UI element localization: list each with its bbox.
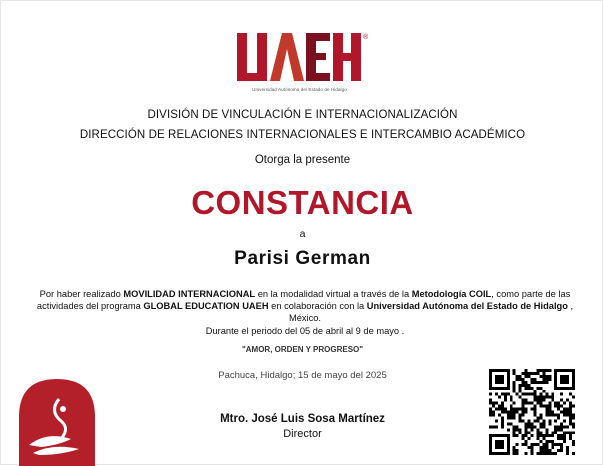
motto: "AMOR, ORDEN Y PROGRESO" — [241, 345, 364, 354]
signer-role: Director — [283, 428, 322, 440]
program-label: GLOBAL EDUCATION UAEH — [143, 301, 269, 312]
period-text: Durante el periodo del 05 de abril al 9 de mayo . — [205, 325, 405, 336]
direction-heading: DIRECCIÓN DE RELACIONES INTERNACIONALES E INTERCAMBIO ACADÉMICO — [79, 129, 526, 141]
mobility-label: MOVILIDAD INTERNACIONAL — [123, 289, 256, 299]
recipient-name: Parisi German — [234, 248, 371, 269]
qr-code-icon — [489, 369, 575, 455]
logo-caption: Universidad Autónoma del Estado de Hidalgo — [252, 87, 347, 92]
grants-text: Otorga la presente — [254, 154, 351, 166]
place-date: Pachuca, Hidalgo; 15 de mayo del 2025 — [218, 370, 387, 381]
certificate-title: CONSTANCIA — [191, 184, 414, 221]
method-label: Metodología COIL — [411, 289, 492, 299]
registered-mark: ® — [363, 34, 369, 41]
certificate-body: Por haber realizado MOVILIDAD INTERNACIONAL en la modalidad virtual a través de la Metodología COIL, como parte de las actividades del programa GLOBAL EDUCATION UAEH en colaboración con la Universidad Autónoma del Estado de Hidalgo , México. Durante el periodo del 05 de abril al 9 de mayo . — [36, 289, 574, 336]
division-heading: DIVISIÓN DE VINCULACIÓN E INTERNACIONALIZACIÓN — [147, 109, 458, 121]
partner-label: Universidad Autónoma del Estado de Hidalgo — [366, 301, 568, 312]
signer-name: Mtro. José Luis Sosa Martínez — [220, 413, 385, 425]
uaeh-emblem-icon — [19, 379, 95, 466]
to-label: a — [299, 228, 306, 240]
